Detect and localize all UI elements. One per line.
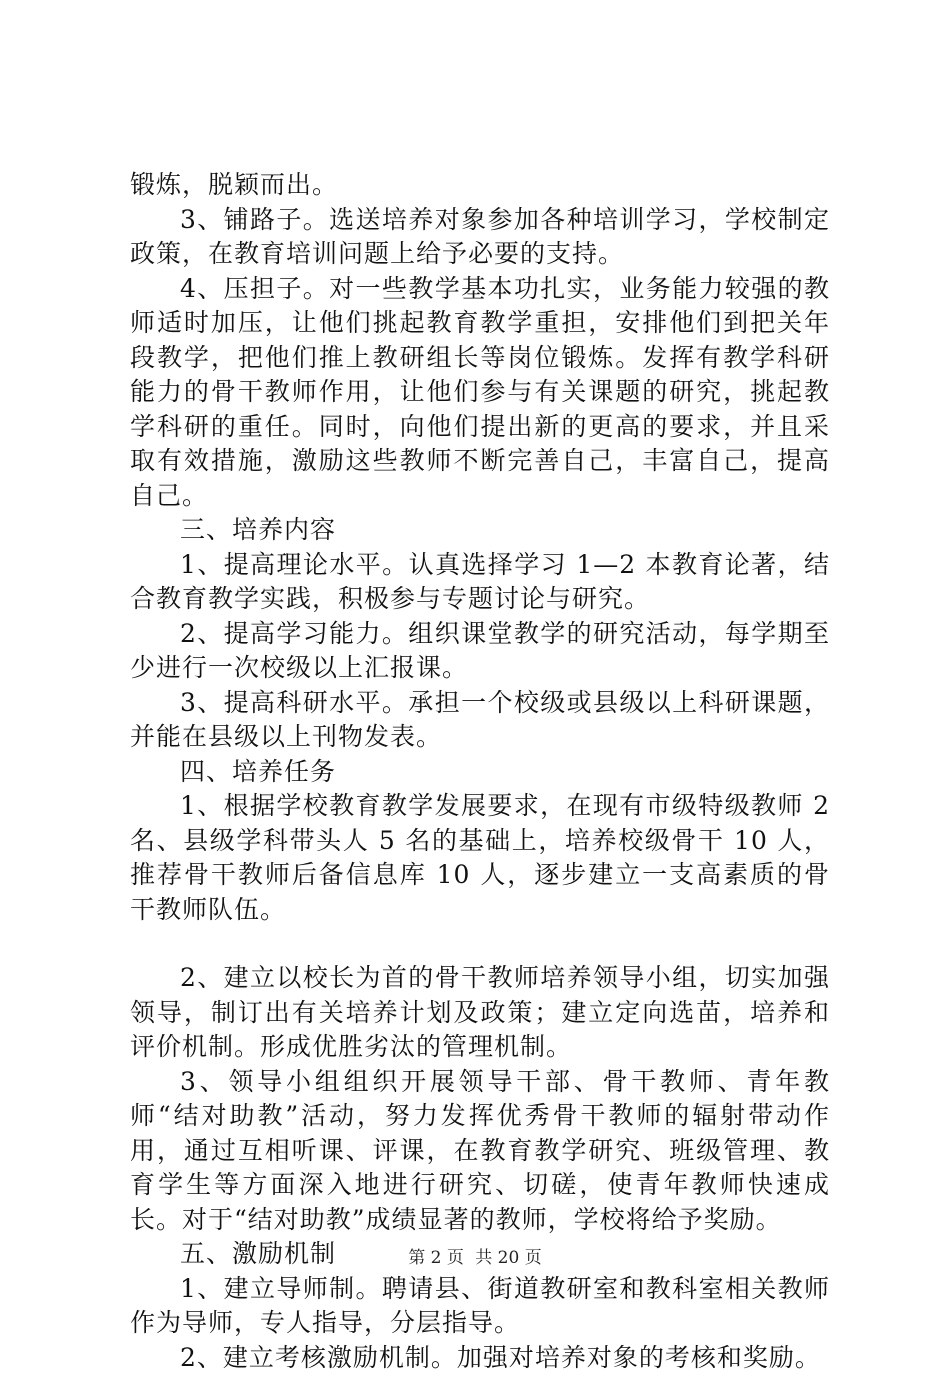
paragraph: 3、领导小组组织开展领导干部、骨干教师、青年教师“结对助教”活动，努力发挥优秀骨干教师的辐射带动作用，通过互相听课、评课，在教育教学研究、班级管理、教育学生等方面深入地进行研究、切磋，使青年教师快速成长。对于“结对助教”成绩显著的教师，学校将给予奖励。	[130, 1065, 830, 1238]
document-body	[130, 168, 830, 1375]
paragraph: 2、提高学习能力。组织课堂教学的研究活动，每学期至少进行一次校级以上汇报课。	[130, 617, 830, 686]
paragraph: 3、提高科研水平。承担一个校级或县级以上科研课题，并能在县级以上刊物发表。	[130, 686, 830, 755]
paragraph: 2、建立考核激励机制。加强对培养对象的考核和奖励。	[130, 1341, 830, 1375]
paragraph: 1、提高理论水平。认真选择学习 1—2 本教育论著，结合教育教学实践，积极参与专题讨论与研究。	[130, 548, 830, 617]
section-heading: 五、激励机制	[130, 1237, 830, 1272]
page-total: 共 20 页	[475, 1248, 541, 1268]
paragraph: 锻炼，脱颖而出。	[130, 168, 830, 203]
page-footer	[0, 1243, 950, 1268]
paragraph: 3、铺路子。选送培养对象参加各种培训学习，学校制定政策，在教育培训问题上给予必要的支持。	[130, 203, 830, 272]
paragraph: 4、压担子。对一些教学基本功扎实，业务能力较强的教师适时加压，让他们挑起教育教学重担，安排他们到把关年段教学，把他们推上教研组长等岗位锻炼。发挥有教学科研能力的骨干教师作用，让他们参与有关课题的研究，挑起教学科研的重任。同时，向他们提出新的更高的要求，并且采取有效措施，激励这些教师不断完善自己，丰富自己，提高自己。	[130, 272, 830, 514]
paragraph: 1、根据学校教育教学发展要求，在现有市级特级教师 2 名、县级学科带头人 5 名的基础上，培养校级骨干 10 人，推荐骨干教师后备信息库 10 人，逐步建立一支高素质的骨干教师队伍。	[130, 789, 830, 927]
section-heading: 三、培养内容	[130, 513, 830, 548]
paragraph: 2、建立以校长为首的骨干教师培养领导小组，切实加强领导，制订出有关培养计划及政策；建立定向选苗，培养和评价机制。形成优胜劣汰的管理机制。	[130, 961, 830, 1065]
page-number: 第 2 页	[408, 1248, 464, 1268]
section-heading: 四、培养任务	[130, 755, 830, 790]
blank-line	[130, 927, 830, 961]
paragraph: 1、建立导师制。聘请县、街道教研室和教科室相关教师作为导师，专人指导，分层指导。	[130, 1272, 830, 1341]
